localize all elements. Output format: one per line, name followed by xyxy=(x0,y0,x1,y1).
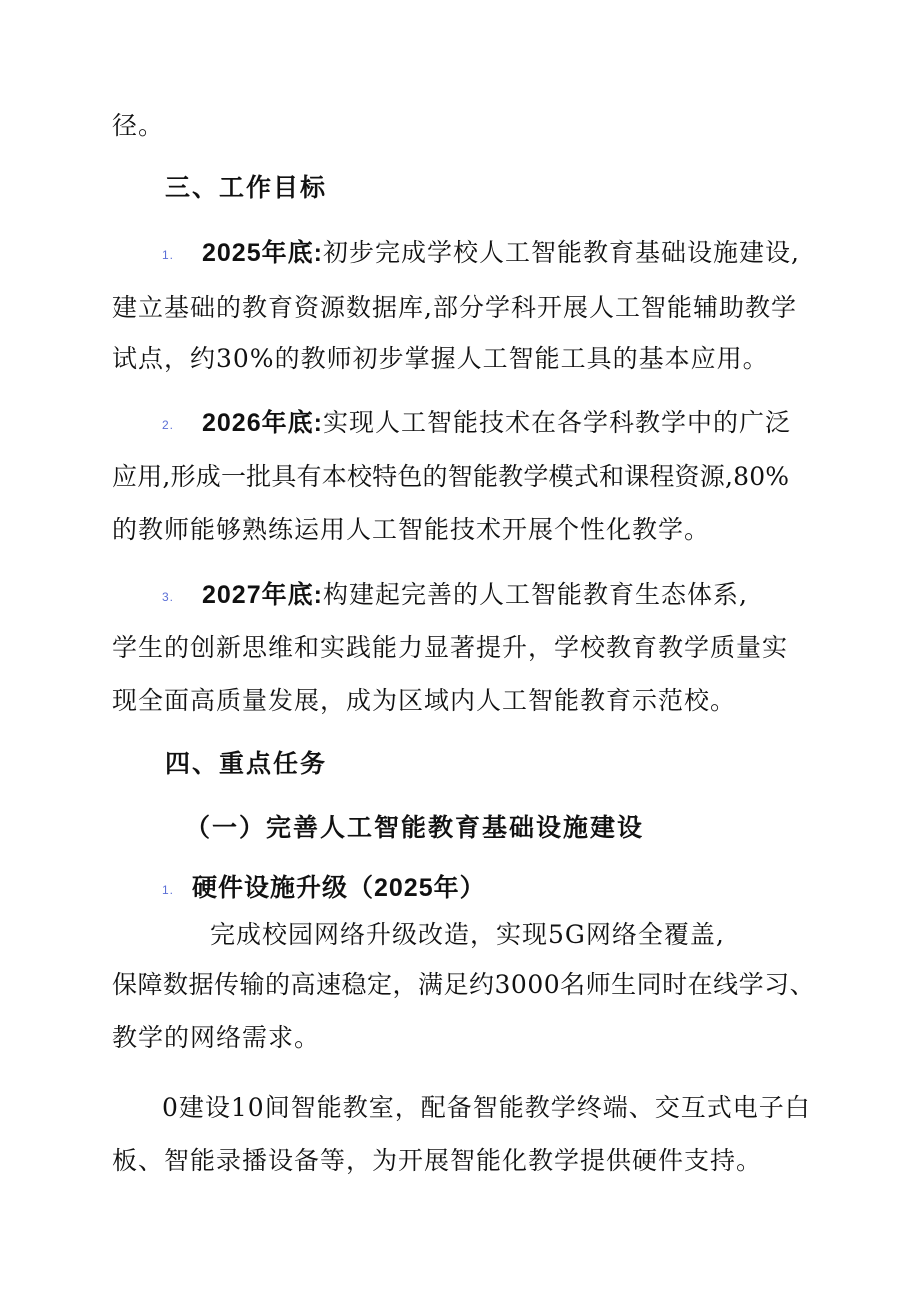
item-1-para-2-line-2: 板、智能录播设备等，为开展智能化教学提供硬件支持。 xyxy=(112,1146,763,1175)
goal-1-number: 1. xyxy=(162,247,175,262)
goal-2-line-1: 实现人工智能技术在各学科教学中的广泛 xyxy=(322,408,791,437)
goal-3-line-3: 现全面高质量发展，成为区域内人工智能教育示范校。 xyxy=(112,686,737,715)
item-1-heading xyxy=(162,870,486,908)
item-1-para-1-line-3: 教学的网络需求。 xyxy=(112,1023,321,1052)
goal-2-line-2: 应用,形成一批具有本校特色的智能教学模式和课程资源,80% xyxy=(112,462,790,491)
goal-3-first-line xyxy=(162,577,748,615)
goal-2-number: 2. xyxy=(162,417,175,432)
continuation-text: 径。 xyxy=(112,111,165,140)
item-1-para-1-line-1: 完成校园网络升级改造，实现5G网络全覆盖, xyxy=(210,920,725,949)
goal-1-line-3: 试点，约30%的教师初步掌握人工智能工具的基本应用。 xyxy=(112,344,769,373)
goal-1-line-2: 建立基础的教育资源数据库,部分学科开展人工智能辅助教学 xyxy=(112,293,797,322)
item-1-para-2-line-1: 0建设10间智能教室，配备智能教学终端、交互式电子白 xyxy=(162,1093,811,1122)
item-1-number: 1. xyxy=(162,882,175,897)
section-heading-tasks: 四、重点任务 xyxy=(165,749,328,778)
section-heading-goals: 三、工作目标 xyxy=(165,173,328,202)
subsection-heading-infrastructure: （一）完善人工智能教育基础设施建设 xyxy=(185,813,645,842)
goal-3-line-1: 构建起完善的人工智能教育生态体系, xyxy=(322,580,748,609)
goal-3-label: 2027年底: xyxy=(202,581,323,609)
goal-1-first-line xyxy=(162,235,800,273)
goal-2-first-line xyxy=(162,405,791,443)
goal-1-line-1: 初步完成学校人工智能教育基础设施建设, xyxy=(322,238,800,267)
goal-3-number: 3. xyxy=(162,589,175,604)
goal-2-line-3: 的教师能够熟练运用人工智能技术开展个性化教学。 xyxy=(112,515,711,544)
item-1-title: 硬件设施升级（2025年） xyxy=(192,874,486,902)
goal-1-label: 2025年底: xyxy=(202,239,323,267)
item-1-para-1-line-2: 保障数据传输的高速稳定，满足约3000名师生同时在线学习、 xyxy=(112,970,816,999)
goal-3-line-2: 学生的创新思维和实践能力显著提升，学校教育教学质量实 xyxy=(112,633,789,662)
goal-2-label: 2026年底: xyxy=(202,409,323,437)
